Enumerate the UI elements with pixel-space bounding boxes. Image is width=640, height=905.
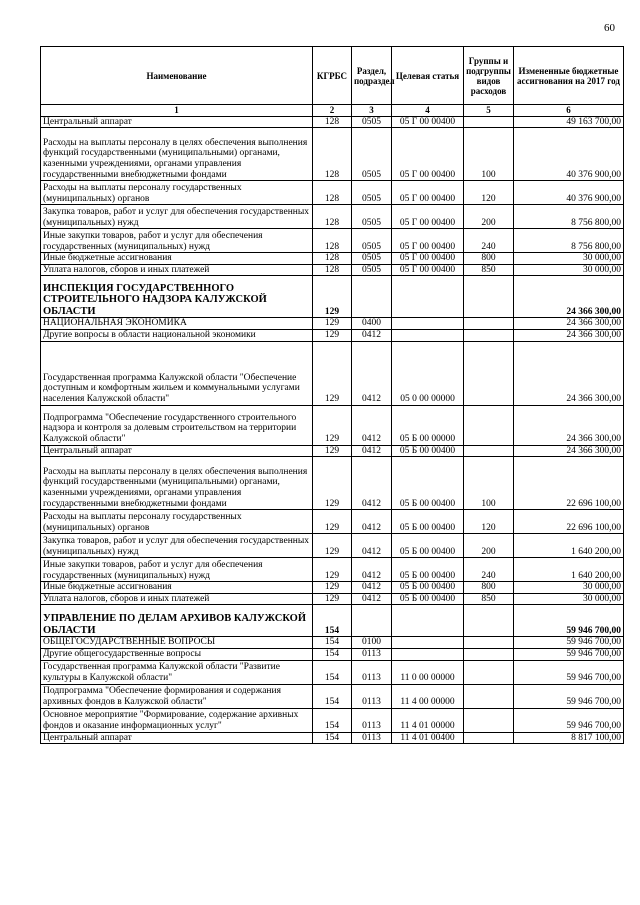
row-target: 05 Б 00 00400 — [392, 445, 464, 457]
row-section — [352, 276, 392, 318]
row-target: 11 4 01 00400 — [392, 732, 464, 744]
row-kgrbs: 154 — [313, 637, 352, 649]
row-kgrbs: 128 — [313, 253, 352, 265]
row-name: Подпрограмма "Обеспечение формирования и содержания архивных фондов в Калужской области" — [41, 684, 313, 708]
row-section: 0412 — [352, 582, 392, 594]
table-row — [41, 445, 624, 457]
row-group — [464, 605, 514, 637]
table-row — [41, 637, 624, 649]
row-name: Закупка товаров, работ и услуг для обеспечения государственных (муниципальных) нужд — [41, 534, 313, 558]
row-amount: 1 640 200,00 — [514, 558, 624, 582]
row-target: 05 Г 00 00400 — [392, 181, 464, 205]
row-amount: 59 946 700,00 — [514, 605, 624, 637]
row-kgrbs: 129 — [313, 341, 352, 405]
column-number: 6 — [514, 105, 624, 117]
row-group — [464, 660, 514, 684]
row-group: 800 — [464, 253, 514, 265]
header-amount: Измененные бюджетные ассигнования на 2017 год — [514, 47, 624, 105]
row-amount: 59 946 700,00 — [514, 648, 624, 660]
row-group — [464, 405, 514, 445]
row-amount: 49 163 700,00 — [514, 116, 624, 128]
row-group — [464, 708, 514, 732]
row-target — [392, 276, 464, 318]
row-target: 11 4 00 00000 — [392, 684, 464, 708]
table-row — [41, 405, 624, 445]
column-number-row — [41, 105, 624, 117]
row-kgrbs: 129 — [313, 318, 352, 330]
row-name: Расходы на выплаты персоналу государственных (муниципальных) органов — [41, 181, 313, 205]
header-name: Наименование — [41, 47, 313, 105]
row-amount: 40 376 900,00 — [514, 181, 624, 205]
table-row — [41, 329, 624, 341]
column-number: 3 — [352, 105, 392, 117]
row-group: 240 — [464, 229, 514, 253]
table-row — [41, 341, 624, 405]
row-name: Иные бюджетные ассигнования — [41, 582, 313, 594]
row-target: 05 Г 00 00400 — [392, 253, 464, 265]
row-target: 05 Б 00 00400 — [392, 457, 464, 510]
row-group — [464, 116, 514, 128]
row-target: 05 Б 00 00400 — [392, 558, 464, 582]
row-section: 0412 — [352, 593, 392, 605]
table-row — [41, 534, 624, 558]
row-amount: 30 000,00 — [514, 582, 624, 594]
row-name: Центральный аппарат — [41, 116, 313, 128]
row-kgrbs: 129 — [313, 445, 352, 457]
table-row — [41, 510, 624, 534]
row-amount: 8 756 800,00 — [514, 229, 624, 253]
row-section: 0113 — [352, 708, 392, 732]
row-kgrbs: 154 — [313, 660, 352, 684]
table-row — [41, 605, 624, 637]
row-section: 0505 — [352, 264, 392, 276]
row-group: 800 — [464, 582, 514, 594]
row-amount: 59 946 700,00 — [514, 708, 624, 732]
row-section: 0100 — [352, 637, 392, 649]
row-section: 0505 — [352, 181, 392, 205]
row-amount: 22 696 100,00 — [514, 457, 624, 510]
header-row — [41, 47, 624, 105]
row-target: 11 4 01 00000 — [392, 708, 464, 732]
row-name: Расходы на выплаты персоналу в целях обеспечения выполнения функций государственными (муниципальными) органами, казенными учреждениями, органами управления государственными внебюджетными фондами — [41, 457, 313, 510]
table-row — [41, 708, 624, 732]
row-amount: 30 000,00 — [514, 264, 624, 276]
row-name: Центральный аппарат — [41, 445, 313, 457]
column-number: 2 — [313, 105, 352, 117]
row-group: 240 — [464, 558, 514, 582]
row-group — [464, 276, 514, 318]
row-group — [464, 732, 514, 744]
row-group — [464, 648, 514, 660]
row-kgrbs: 154 — [313, 708, 352, 732]
row-kgrbs: 154 — [313, 684, 352, 708]
row-target: 05 Г 00 00400 — [392, 264, 464, 276]
row-name: Закупка товаров, работ и услуг для обеспечения государственных (муниципальных) нужд — [41, 205, 313, 229]
row-group — [464, 445, 514, 457]
table-row — [41, 648, 624, 660]
column-number: 5 — [464, 105, 514, 117]
row-group: 200 — [464, 205, 514, 229]
row-target — [392, 648, 464, 660]
table-row — [41, 229, 624, 253]
row-kgrbs: 154 — [313, 648, 352, 660]
row-group: 120 — [464, 181, 514, 205]
row-section: 0505 — [352, 205, 392, 229]
row-name: Подпрограмма "Обеспечение государственного строительного надзора и контроля за долевым строительством на территории Калужской области" — [41, 405, 313, 445]
row-target: 05 Б 00 00400 — [392, 582, 464, 594]
row-name: Центральный аппарат — [41, 732, 313, 744]
table-row — [41, 593, 624, 605]
row-section: 0412 — [352, 534, 392, 558]
row-target: 05 0 00 00000 — [392, 341, 464, 405]
row-target — [392, 637, 464, 649]
row-name: Расходы на выплаты персоналу государственных (муниципальных) органов — [41, 510, 313, 534]
row-group: 120 — [464, 510, 514, 534]
row-kgrbs: 129 — [313, 329, 352, 341]
row-kgrbs: 129 — [313, 593, 352, 605]
row-amount: 59 946 700,00 — [514, 684, 624, 708]
row-group — [464, 637, 514, 649]
row-name: Основное мероприятие "Формирование, содержание архивных фондов и оказание информационных услуг" — [41, 708, 313, 732]
column-number: 4 — [392, 105, 464, 117]
row-section: 0505 — [352, 253, 392, 265]
row-section: 0505 — [352, 128, 392, 181]
row-target: 11 0 00 00000 — [392, 660, 464, 684]
row-group — [464, 341, 514, 405]
table-row — [41, 318, 624, 330]
table-row — [41, 276, 624, 318]
row-section: 0412 — [352, 445, 392, 457]
table-row — [41, 558, 624, 582]
row-kgrbs: 129 — [313, 510, 352, 534]
row-kgrbs: 128 — [313, 116, 352, 128]
row-amount: 24 366 300,00 — [514, 405, 624, 445]
row-target: 05 Б 00 00400 — [392, 593, 464, 605]
row-section: 0113 — [352, 684, 392, 708]
row-section: 0113 — [352, 648, 392, 660]
row-target: 05 Г 00 00400 — [392, 128, 464, 181]
row-name: Другие общегосударственные вопросы — [41, 648, 313, 660]
budget-table — [40, 46, 624, 744]
header-target: Целевая статья — [392, 47, 464, 105]
row-kgrbs: 129 — [313, 534, 352, 558]
row-section: 0412 — [352, 341, 392, 405]
row-kgrbs: 154 — [313, 605, 352, 637]
row-name: Иные закупки товаров, работ и услуг для обеспечения государственных (муниципальных) нужд — [41, 558, 313, 582]
row-group — [464, 684, 514, 708]
row-target: 05 Б 00 00000 — [392, 405, 464, 445]
row-group: 100 — [464, 128, 514, 181]
row-amount: 59 946 700,00 — [514, 660, 624, 684]
row-amount: 24 366 300,00 — [514, 276, 624, 318]
row-amount: 40 376 900,00 — [514, 128, 624, 181]
row-group — [464, 329, 514, 341]
table-row — [41, 116, 624, 128]
row-target — [392, 318, 464, 330]
table-row — [41, 732, 624, 744]
table-row — [41, 128, 624, 181]
row-kgrbs: 129 — [313, 405, 352, 445]
row-amount: 22 696 100,00 — [514, 510, 624, 534]
table-row — [41, 181, 624, 205]
row-name: ОБЩЕГОСУДАРСТВЕННЫЕ ВОПРОСЫ — [41, 637, 313, 649]
row-name: Уплата налогов, сборов и иных платежей — [41, 264, 313, 276]
row-kgrbs: 129 — [313, 558, 352, 582]
row-amount: 30 000,00 — [514, 593, 624, 605]
row-kgrbs: 128 — [313, 181, 352, 205]
row-kgrbs: 129 — [313, 276, 352, 318]
row-section: 0412 — [352, 457, 392, 510]
header-section: Раздел, подраздел — [352, 47, 392, 105]
row-kgrbs: 128 — [313, 229, 352, 253]
row-target: 05 Г 00 00400 — [392, 229, 464, 253]
row-amount: 8 817 100,00 — [514, 732, 624, 744]
row-section — [352, 605, 392, 637]
row-kgrbs: 129 — [313, 582, 352, 594]
row-target — [392, 329, 464, 341]
table-row — [41, 253, 624, 265]
row-section: 0412 — [352, 405, 392, 445]
header-kgrbs: КГРБС — [313, 47, 352, 105]
row-name: НАЦИОНАЛЬНАЯ ЭКОНОМИКА — [41, 318, 313, 330]
table-row — [41, 457, 624, 510]
page-number: 60 — [604, 22, 615, 34]
row-target: 05 Г 00 00400 — [392, 116, 464, 128]
row-name: Другие вопросы в области национальной экономики — [41, 329, 313, 341]
row-section: 0505 — [352, 229, 392, 253]
row-target: 05 Г 00 00400 — [392, 205, 464, 229]
row-group — [464, 318, 514, 330]
row-name: Государственная программа Калужской области "Развитие культуры в Калужской области" — [41, 660, 313, 684]
row-target: 05 Б 00 00400 — [392, 510, 464, 534]
row-amount: 24 366 300,00 — [514, 445, 624, 457]
row-amount: 59 946 700,00 — [514, 637, 624, 649]
row-name: Иные бюджетные ассигнования — [41, 253, 313, 265]
row-section: 0113 — [352, 732, 392, 744]
row-target — [392, 605, 464, 637]
row-amount: 24 366 300,00 — [514, 341, 624, 405]
row-group: 850 — [464, 593, 514, 605]
row-name: ИНСПЕКЦИЯ ГОСУДАРСТВЕННОГО СТРОИТЕЛЬНОГО НАДЗОРА КАЛУЖСКОЙ ОБЛАСТИ — [41, 276, 313, 318]
row-section: 0400 — [352, 318, 392, 330]
row-amount: 1 640 200,00 — [514, 534, 624, 558]
row-target: 05 Б 00 00400 — [392, 534, 464, 558]
row-section: 0412 — [352, 558, 392, 582]
row-amount: 30 000,00 — [514, 253, 624, 265]
table-row — [41, 684, 624, 708]
table-row — [41, 582, 624, 594]
row-group: 200 — [464, 534, 514, 558]
row-name: Государственная программа Калужской области "Обеспечение доступным и комфортным жильем и коммунальными услугами населения Калужской области" — [41, 341, 313, 405]
row-kgrbs: 128 — [313, 205, 352, 229]
table-row — [41, 205, 624, 229]
table-body — [41, 116, 624, 744]
row-section: 0113 — [352, 660, 392, 684]
row-kgrbs: 128 — [313, 128, 352, 181]
row-name: УПРАВЛЕНИЕ ПО ДЕЛАМ АРХИВОВ КАЛУЖСКОЙ ОБЛАСТИ — [41, 605, 313, 637]
row-kgrbs: 154 — [313, 732, 352, 744]
row-amount: 24 366 300,00 — [514, 318, 624, 330]
row-name: Расходы на выплаты персоналу в целях обеспечения выполнения функций государственными (муниципальными) органами, казенными учреждениями, органами управления государственными внебюджетными фондами — [41, 128, 313, 181]
row-group: 100 — [464, 457, 514, 510]
column-number: 1 — [41, 105, 313, 117]
table-row — [41, 264, 624, 276]
row-group: 850 — [464, 264, 514, 276]
header-groups: Группы и подгруппы видов расходов — [464, 47, 514, 105]
table-row — [41, 660, 624, 684]
row-section: 0505 — [352, 116, 392, 128]
row-kgrbs: 129 — [313, 457, 352, 510]
row-amount: 24 366 300,00 — [514, 329, 624, 341]
row-section: 0412 — [352, 329, 392, 341]
row-kgrbs: 128 — [313, 264, 352, 276]
row-section: 0412 — [352, 510, 392, 534]
row-amount: 8 756 800,00 — [514, 205, 624, 229]
row-name: Уплата налогов, сборов и иных платежей — [41, 593, 313, 605]
row-name: Иные закупки товаров, работ и услуг для обеспечения государственных (муниципальных) нужд — [41, 229, 313, 253]
